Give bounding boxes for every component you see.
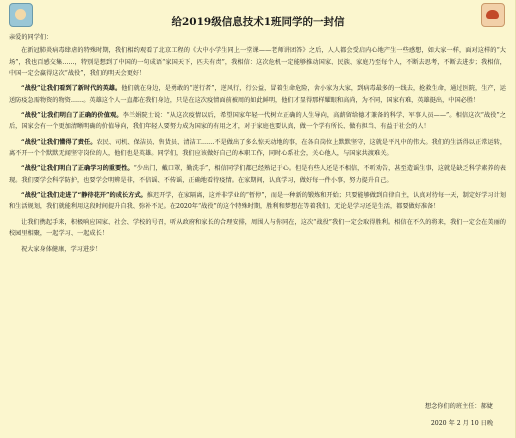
letter-signature: 想念你们的班主任：郝婕 bbox=[424, 403, 493, 410]
closing-text: 让我们携起手来，积极响应国家、社会、学校的号召，听从政府和家长的合理安排，周围人与你同在，这次“战役”我们一定会取得胜利。相信在不久的将来，我们一定会在美丽的校园里相聚，一起学习、一起成长！ bbox=[9, 218, 506, 238]
letter-title: 给2019级信息技术1班同学的一封信 bbox=[171, 16, 345, 28]
responsibility-paragraph bbox=[9, 137, 506, 160]
letter-greeting: 亲爱的同学们： bbox=[9, 34, 53, 41]
letter-body bbox=[9, 32, 506, 259]
paragraph-text: “少出门，戴口罩，勤洗手”，相信同学们都已经熟记于心。但是有些人还是不相信，不听劝告，甚至造谣生事，这就是缺乏科学素养的表现。我们要学会科学防护，也要学会明辨是非，不信谣、不传谣，正确地看待疫情。在家期间，认真学习，做好每一件小事，努力提升自己。 bbox=[9, 165, 506, 184]
paragraph-text: 他们就在身边，是勇敢的“逆行者”，逆风行，行公益，冒着生命危险，舍小家为大家，到病毒最多的一线去，抢救生命，通过医院，生产，运送防疫急需物资的物资……。英雄这个人一直都在我们身边，只是在这次疫情面前被周的如此鲜明，他们才显得那样耀眼和高尚，为不同，国家有难，英雄挺出，中国必胜！ bbox=[9, 85, 506, 104]
values-paragraph bbox=[9, 110, 506, 133]
paragraph-text: 李兰娟院士说：“从这次疫情以后，希望国家年轻一代树立正确的人生导向，高薪留给德才兼备的科学、军事人员——”。相信这次“战役”之后，国家会有一个更加清晰明确的价值导向，我们年轻人要努力成为国家的有用之才，对于家庭也要认真，做一个学有所长、做有担当、有益于社会的人！ bbox=[9, 112, 506, 131]
paragraph-lead: “战役”让我们走进了“静待花开”的成长方式。 bbox=[21, 192, 147, 200]
letter-date: 2020 年 2 月 10 日晚 bbox=[430, 420, 493, 427]
growth-paragraph bbox=[9, 190, 506, 213]
paragraph-lead: “战役”让我们明白了正确的价值观。 bbox=[21, 112, 123, 120]
closing-paragraph bbox=[9, 217, 506, 240]
paragraph-lead: “战役”让我们懂得了责任。 bbox=[21, 138, 97, 146]
intro-paragraph: 在新冠肺炎病毒肆虐的特殊时期，我们相约观看了北京工程的《大中小学生同上一堂课——老师讲团答》之后，人人都会受启内心地产生一些感想，如大家一样，面对这样的“大场”，我也百感交集……，特别是想到了中国的一句成语“家国天下，匹夫有责”，我相信：这次危机一定能够推动国家、民族、家庭乃至每个人，不断去思考，不断去进步；我相信，中国一定会赢得这次“战役”，我们的明天会更好！ bbox=[9, 47, 506, 78]
learning-paragraph bbox=[9, 163, 506, 186]
hero-paragraph bbox=[9, 83, 506, 106]
paragraph-lead: “战役”让我们明白了正确学习的重要性。 bbox=[21, 165, 134, 173]
wish-line: 祝大家身体健康，学习进步！ bbox=[21, 245, 102, 253]
paragraph-lead: “战役”让我们看到了新时代的英雄。 bbox=[21, 85, 122, 93]
paragraph-text: 农民、司机、保洁员、售货员、清洁工……不是做出了多么惊天动地的事，在各自岗位上默默坚守，这就是平凡中的伟大。我们的生活得以正常运转，离不开一个个默默无闻坚守岗位的人，他们也是英雄。同学们，我们应该做好自己的本职工作，同时心系社会，关心他人，与国家共渡难关。 bbox=[9, 138, 507, 158]
paragraph-text: 推迟开学，在家隔离，这并非学业的“暂停”，而是一种新的锻炼和开始；只要能够做到自律自主，认真对待每一天，制定好学习计划和生活规划，我们就能利用这段时间提升自我、弥补不足。在2020年“战役”的这个特殊时期，胜利和梦想在等着我们，无论是学习还是生活，都要做好准备！ bbox=[9, 192, 506, 211]
